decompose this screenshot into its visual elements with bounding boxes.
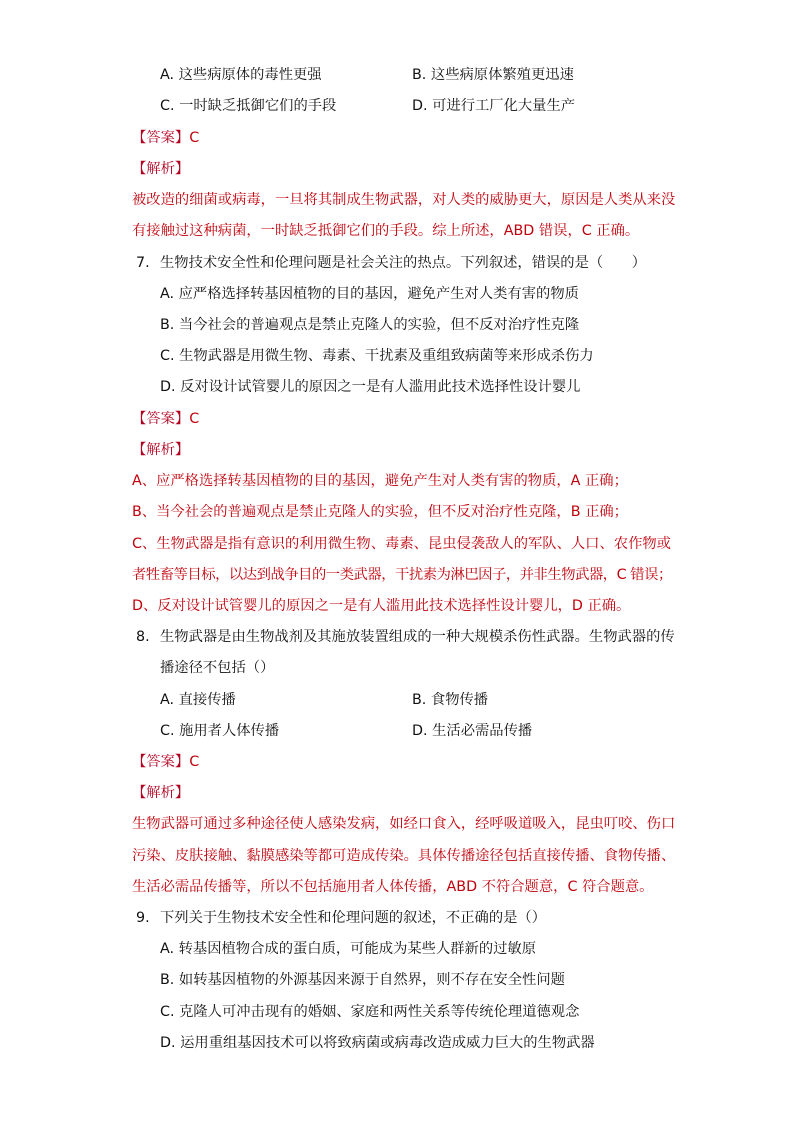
q9-option-c: C. 克隆人可冲击现有的婚姻、家庭和两性关系等传统伦理道德观念 (160, 1004, 580, 1020)
q7-option-b: B. 当今社会的普遍观点是禁止克隆人的实验，但不反对治疗性克隆 (160, 317, 580, 333)
q6-option-c: C. 一时缺乏抵御它们的手段 (160, 98, 337, 114)
q8-answer (132, 752, 199, 772)
q6-option-b: B. 这些病原体繁殖更迅速 (412, 67, 574, 83)
answer-value: C (189, 754, 200, 770)
answer-label: 【答案】 (132, 754, 190, 770)
q9-stem: 下列关于生物技术安全性和伦理问题的叙述，不正确的是（） (160, 910, 547, 926)
answer-label: 【答案】 (132, 130, 190, 146)
q8-analysis-label: 【解析】 (132, 785, 190, 801)
q8-option-d: D. 生活必需品传播 (412, 723, 533, 739)
q7-option-a: A. 应严格选择转基因植物的目的基因，避免产生对人类有害的物质 (160, 286, 579, 302)
q7-analysis-line: A、应严格选择转基因植物的目的基因，避免产生对人类有害的物质，A 正确； (132, 473, 628, 489)
q7-analysis-line: D、反对设计试管婴儿的原因之一是有人滥用此技术选择性设计婴儿，D 正确。 (132, 598, 631, 614)
q9-option-d: D. 运用重组基因技术可以将致病菌或病毒改造成威力巨大的生物武器 (160, 1035, 595, 1051)
q8-number: 8. (136, 629, 150, 645)
q6-analysis-label: 【解析】 (132, 161, 190, 177)
q8-stem-line: 播途径不包括（） (160, 660, 275, 676)
q7-option-d: D. 反对设计试管婴儿的原因之一是有人滥用此技术选择性设计婴儿 (160, 379, 581, 395)
q8-option-a: A. 直接传播 (160, 692, 236, 708)
q7-stem: 生物技术安全性和伦理问题是社会关注的热点。下列叙述，错误的是（ ） (160, 255, 647, 271)
q6-analysis-line: 有接触过这种病菌，一时缺乏抵御它们的手段。综上所述，ABD 错误，C 正确。 (132, 223, 640, 239)
q7-analysis-line: C、生物武器是指有意识的利用微生物、毒素、昆虫侵袭敌人的军队、人口、农作物或 (132, 536, 671, 552)
q9-option-b: B. 如转基因植物的外源基因来源于自然界，则不存在安全性问题 (160, 972, 565, 988)
q8-option-c: C. 施用者人体传播 (160, 723, 280, 739)
q6-option-d: D. 可进行工厂化大量生产 (412, 98, 576, 114)
q8-analysis-line: 生活必需品传播等，所以不包括施用者人体传播，ABD 不符合题意，C 符合题意。 (132, 879, 654, 895)
answer-label: 【答案】 (132, 411, 190, 427)
q6-option-a: A. 这些病原体的毒性更强 (160, 67, 322, 83)
q6-answer (132, 128, 199, 148)
q7-number: 7. (136, 255, 150, 271)
q8-analysis-line: 生物武器可通过多种途径使人感染发病，如经口食入，经呼吸道吸入，昆虫叮咬、伤口 (132, 816, 676, 832)
answer-value: C (189, 130, 200, 146)
q7-analysis-line: B、当今社会的普遍观点是禁止克隆人的实验，但不反对治疗性克隆，B 正确； (132, 504, 628, 520)
q8-analysis-line: 污染、皮肤接触、黏膜感染等都可造成传染。具体传播途径包括直接传播、食物传播、 (132, 848, 676, 864)
q6-analysis-line: 被改造的细菌或病毒，一旦将其制成生物武器，对人类的威胁更大，原因是人类从来没 (132, 192, 676, 208)
q8-stem-line: 生物武器是由生物战剂及其施放装置组成的一种大规模杀伤性武器。生物武器的传 (160, 629, 675, 645)
q9-number: 9. (136, 910, 150, 926)
q8-option-b: B. 食物传播 (412, 692, 489, 708)
q7-analysis-line: 者牲畜等目标，以达到战争目的一类武器，干扰素为淋巴因子，并非生物武器，C 错误； (132, 567, 672, 583)
answer-value: C (189, 411, 200, 427)
q9-option-a: A. 转基因植物合成的蛋白质，可能成为某些人群新的过敏原 (160, 941, 537, 957)
q7-answer (132, 409, 199, 429)
q7-analysis-label: 【解析】 (132, 442, 190, 458)
q7-option-c: C. 生物武器是用微生物、毒素、干扰素及重组致病菌等来形成杀伤力 (160, 348, 594, 364)
